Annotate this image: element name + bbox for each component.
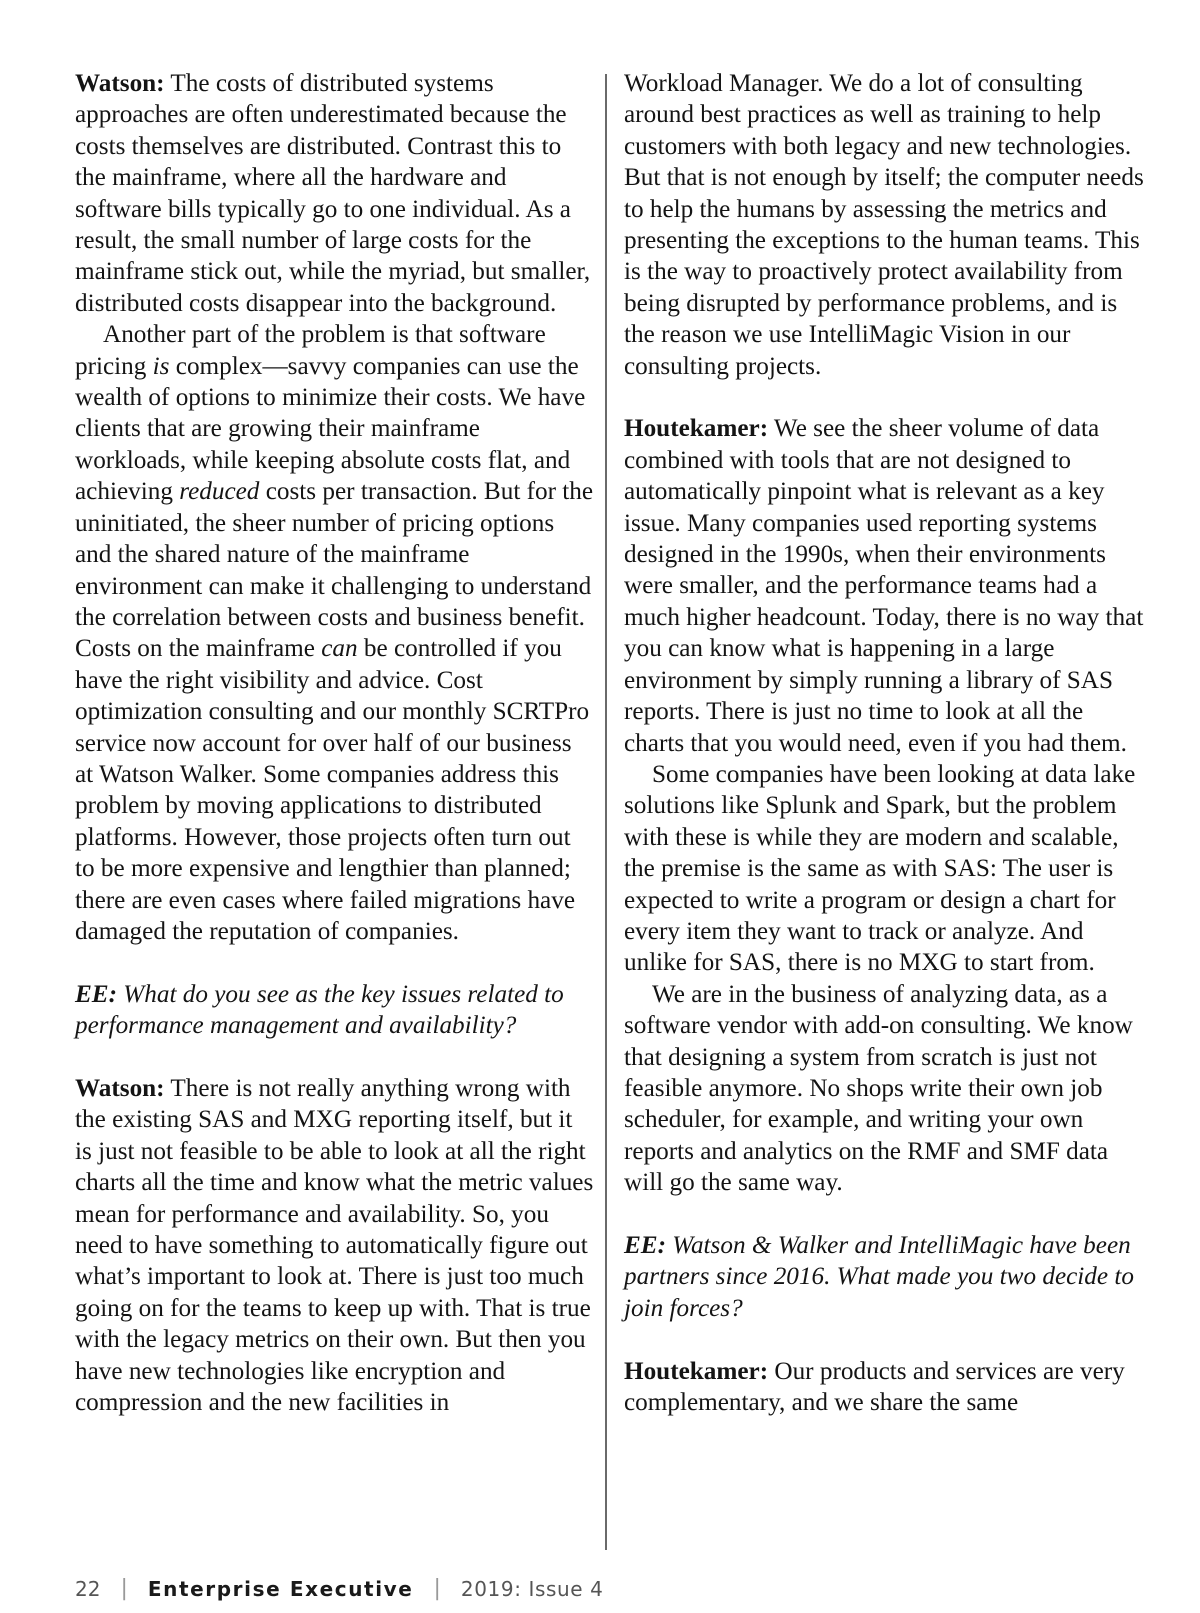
interview-question [624,1230,1144,1324]
paragraph-gap [624,1199,1144,1230]
footer-separator: | [433,1576,441,1601]
speaker-label: EE: [75,980,117,1008]
paragraph-data-lake [624,759,1144,979]
text-run: complex—savvy companies can use the wealth of options to minimize their costs. We have clients that are growing their mainframe workloads, while keeping absolute costs flat, and achieving [75,352,586,506]
paragraph-houtekamer-volume [624,413,1144,758]
paragraph-watson-reporting [75,1073,595,1418]
issue-label: 2019: Issue 4 [460,1576,604,1601]
paragraph-text: We are in the business of analyzing data, as a software vendor with add-on consulting. We know that designing a system from scratch is just not feasible anymore. No shops write their own job scheduler, for example, and writing your own reports and analytics on the RMF and SMF data will go the same way. [624,980,1133,1197]
speaker-label: Watson: [75,70,165,97]
speaker-label: Houtekamer: [624,1357,769,1385]
right-column [624,68,1144,1418]
paragraph-gap [624,382,1144,413]
paragraph-gap [624,1324,1144,1355]
footer-separator: | [120,1576,128,1601]
paragraph-text: Some companies have been looking at data lake solutions like Splunk and Spark, but the problem with these is while they are modern and scalable, the premise is the same as with SAS: The user is expected to write a program or design a chart for every item they want to track or analyze. And unlike for SAS, there is no MXG to start from. [624,760,1136,977]
speaker-label: EE: [624,1232,666,1259]
paragraph-houtekamer-complementary [624,1356,1144,1419]
paragraph-business [624,979,1144,1199]
speaker-label: Houtekamer: [624,415,769,443]
paragraph-text: We see the sheer volume of data combined with tools that are not designed to automatically pinpoint what is relevant as a key issue. Many companies used reporting systems designed in the 1990s, when their environments were smaller, and the performance teams had a much higher headcount. Today, there is no way that you can know what is happening in a large environment by simply running a library of SAS reports. There is just no time to look at all the charts that you would need, even if you had them. [624,415,1144,757]
question-text: What do you see as the key issues related to performance management and availability? [75,980,564,1040]
paragraph-text: Workload Manager. We do a lot of consulting around best practices as well as training to help customers with both legacy and new technologies. But that is not enough by itself; the computer needs to help the humans by assessing the metrics and presenting the exceptions to the human teams. This is the way to proactively protect availability from being disrupted by performance problems, and is the reason we use IntelliMagic Vision in our consulting projects. [624,70,1144,380]
paragraph-continued [624,68,1144,382]
italic-run: is [152,352,170,380]
italic-run: can [321,635,358,663]
text-run: costs per transaction. But for the uninitiated, the sheer number of pricing options and the shared nature of the mainframe environment can make it challenging to understand the correlation between costs and business benefit. Costs on the mainframe [75,478,594,663]
question-text: Watson & Walker and IntelliMagic have been partners since 2016. What made you two decide to join forces? [624,1232,1134,1322]
page-number: 22 [75,1576,101,1601]
paragraph-pricing [75,319,595,947]
paragraph-text: The costs of distributed systems approaches are often underestimated because the costs themselves are distributed. Contrast this to the mainframe, where all the hardware and software bills typically go to one individual. As a result, the small number of large costs for the mainframe stick out, while the myriad, but smaller, distributed costs disappear into the background. [75,70,591,317]
speaker-label: Watson: [75,1074,165,1102]
page-footer [75,1576,604,1601]
paragraph-gap [75,947,595,978]
text-run: be controlled if you have the right visibility and advice. Cost optimization consulting and our monthly SCRTPro service now account for over half of our business at Watson Walker. Some companies address this problem by moving applications to distributed platforms. However, those projects often turn out to be more expensive and lengthier than planned; there are even cases where failed migrations have damaged the reputation of companies. [75,635,590,945]
italic-run: reduced [179,478,260,506]
paragraph-text: There is not really anything wrong with the existing SAS and MXG reporting itself, but it is just not feasible to be able to look at all the right charts all the time and know what the metric values mean for performance and availability. So, you need to have something to automatically figure out what’s important to look at. There is just too much going on for the teams to keep up with. That is true with the legacy metrics on their own. But then you have new technologies like encryption and compression and the new facilities in [75,1074,594,1417]
text-run: Another part of the problem is that software pricing [75,321,546,380]
left-column [75,68,595,1418]
column-divider [605,74,607,1550]
paragraph-gap [75,1042,595,1073]
paragraph-text: Our products and services are very complementary, and we share the same [624,1357,1125,1417]
interview-question [75,979,595,1042]
magazine-title: Enterprise Executive [147,1576,414,1601]
paragraph-watson-costs [75,68,595,319]
